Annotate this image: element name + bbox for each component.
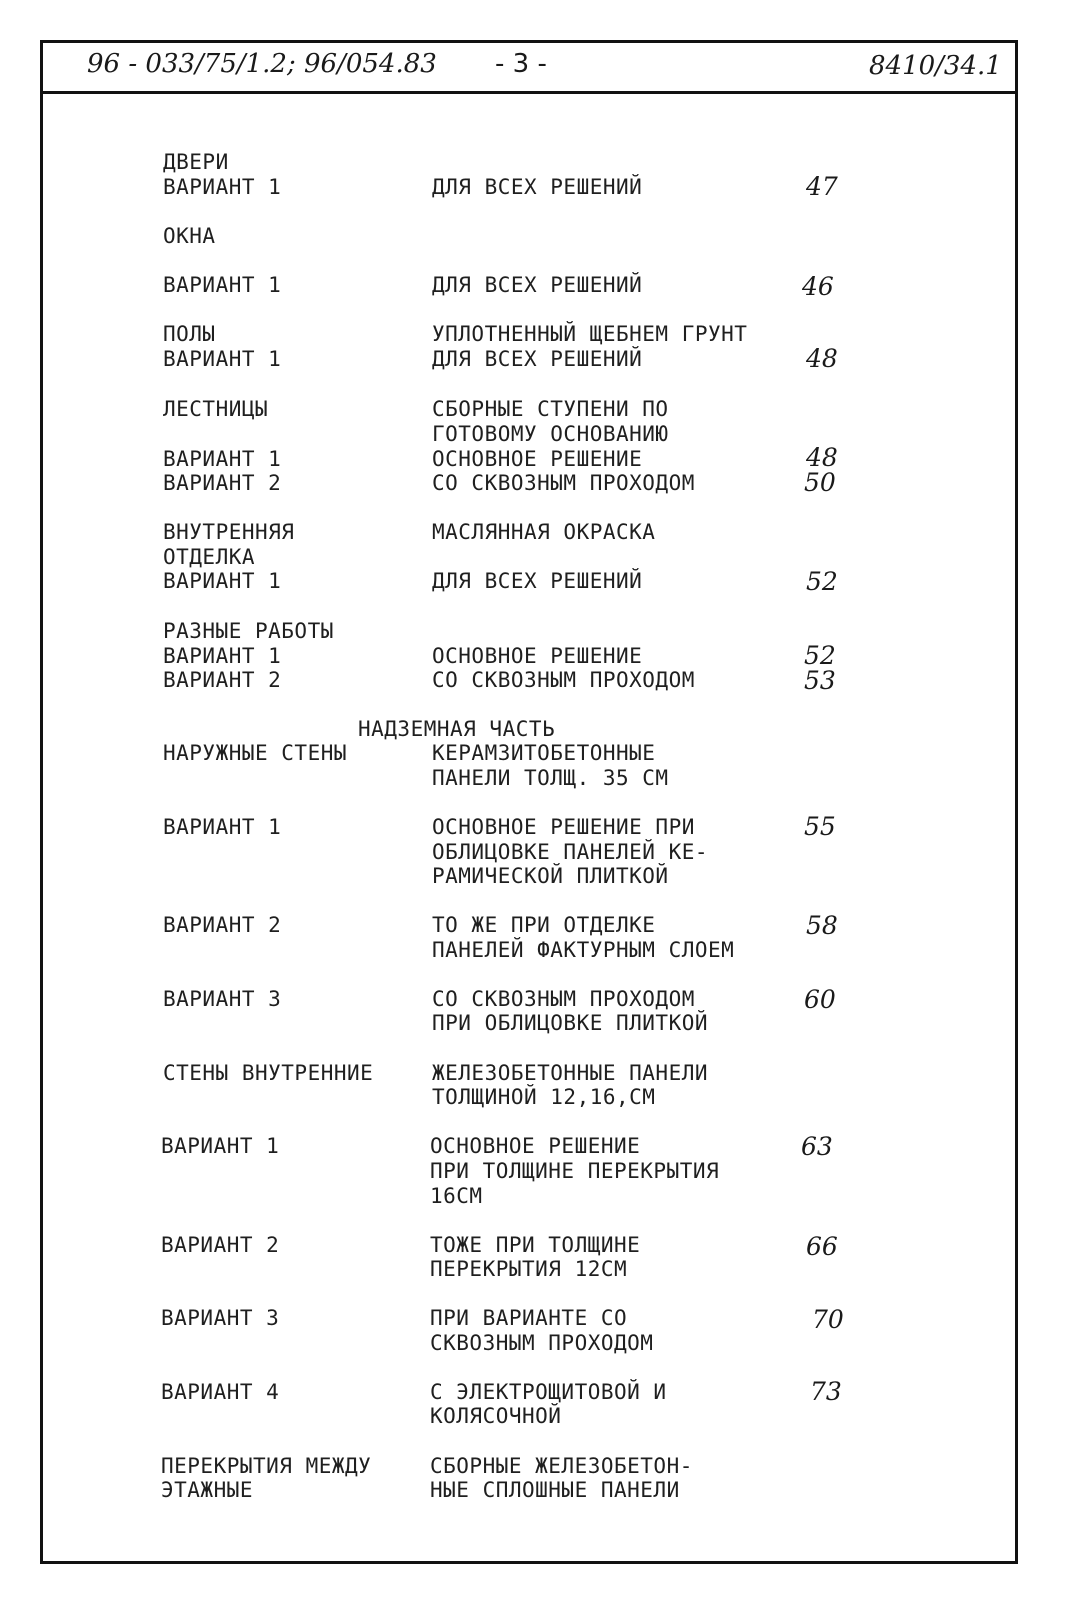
section-title: НАРУЖНЫЕ СТЕНЫ bbox=[163, 741, 348, 765]
entry-description: КЕРАМЗИТОБЕТОННЫЕ bbox=[432, 741, 656, 765]
section-title: ПЕРЕКРЫТИЯ МЕЖДУ bbox=[161, 1454, 372, 1478]
entry-description: СО СКВОЗНЫМ ПРОХОДОМ bbox=[432, 668, 695, 692]
entry-description: ДЛЯ ВСЕХ РЕШЕНИЙ bbox=[432, 569, 643, 593]
page-number: 47 bbox=[806, 172, 838, 201]
entry-description: СБОРНЫЕ СТУПЕНИ ПО bbox=[432, 397, 669, 421]
page-marker: - 3 - bbox=[495, 49, 547, 79]
entry-description: ОСНОВНОЕ РЕШЕНИЕ ПРИ bbox=[432, 815, 695, 839]
entry-description: РАМИЧЕСКОЙ ПЛИТКОЙ bbox=[432, 864, 669, 888]
entry-description: ОСНОВНОЕ РЕШЕНИЕ bbox=[432, 447, 643, 471]
variant-label: ВАРИАНТ 1 bbox=[163, 175, 282, 199]
page-number: 52 bbox=[804, 641, 836, 670]
page-number: 60 bbox=[804, 985, 836, 1014]
page-number: 66 bbox=[806, 1232, 838, 1261]
entry-description: ОСНОВНОЕ РЕШЕНИЕ bbox=[430, 1134, 641, 1158]
page-number: 48 bbox=[806, 344, 838, 373]
entry-description: ДЛЯ ВСЕХ РЕШЕНИЙ bbox=[432, 347, 643, 371]
page-number: 53 bbox=[804, 666, 836, 695]
entry-description: С ЭЛЕКТРОЩИТОВОЙ И bbox=[430, 1380, 667, 1404]
page-number: 50 bbox=[804, 468, 836, 497]
section-title: РАЗНЫЕ РАБОТЫ bbox=[163, 619, 334, 643]
page-number: 48 bbox=[806, 443, 838, 472]
entry-description: ПРИ ТОЛЩИНЕ ПЕРЕКРЫТИЯ bbox=[430, 1159, 720, 1183]
page-number: 58 bbox=[806, 911, 838, 940]
entry-description: ПАНЕЛЕЙ ФАКТУРНЫМ СЛОЕМ bbox=[432, 938, 735, 962]
variant-label: ВАРИАНТ 1 bbox=[163, 273, 282, 297]
section-title: ОТДЕЛКА bbox=[163, 545, 256, 569]
entry-description: ПАНЕЛИ ТОЛЩ. 35 СМ bbox=[432, 766, 669, 790]
entry-description: ДЛЯ ВСЕХ РЕШЕНИЙ bbox=[432, 273, 643, 297]
entry-description: МАСЛЯННАЯ ОКРАСКА bbox=[432, 520, 656, 544]
entry-description: СБОРНЫЕ ЖЕЛЕЗОБЕТОН- bbox=[430, 1454, 693, 1478]
section-title: ЛЕСТНИЦЫ bbox=[163, 397, 269, 421]
variant-label: ВАРИАНТ 2 bbox=[163, 913, 282, 937]
section-title: ПОЛЫ bbox=[163, 322, 216, 346]
variant-label: ВАРИАНТ 1 bbox=[163, 815, 282, 839]
document-code: 96 - 033/75/1.2; 96/054.83 bbox=[87, 49, 437, 79]
entry-description: СКВОЗНЫМ ПРОХОДОМ bbox=[430, 1331, 654, 1355]
header-divider bbox=[43, 91, 1015, 94]
page-number: 70 bbox=[812, 1305, 844, 1334]
entry-description: ПЕРЕКРЫТИЯ 12СМ bbox=[430, 1257, 628, 1281]
entry-description: СО СКВОЗНЫМ ПРОХОДОМ bbox=[432, 987, 695, 1011]
variant-label: ВАРИАНТ 1 bbox=[163, 347, 282, 371]
entry-description: ОБЛИЦОВКЕ ПАНЕЛЕЙ КЕ- bbox=[432, 840, 709, 864]
entry-description: ТОЖЕ ПРИ ТОЛЩИНЕ bbox=[430, 1233, 641, 1257]
archive-number: 8410/34.1 bbox=[869, 51, 1002, 81]
page-number: 73 bbox=[810, 1377, 842, 1406]
variant-label: ВАРИАНТ 1 bbox=[163, 644, 282, 668]
entry-description: 16СМ bbox=[430, 1184, 483, 1208]
entry-description: ТО ЖЕ ПРИ ОТДЕЛКЕ bbox=[432, 913, 656, 937]
part-heading: НАДЗЕМНАЯ ЧАСТЬ bbox=[358, 717, 556, 741]
variant-label: ВАРИАНТ 4 bbox=[161, 1380, 280, 1404]
entry-description: ПРИ ОБЛИЦОВКЕ ПЛИТКОЙ bbox=[432, 1011, 709, 1035]
entry-description: ГОТОВОМУ ОСНОВАНИЮ bbox=[432, 422, 669, 446]
entry-description: ПРИ ВАРИАНТЕ СО bbox=[430, 1306, 628, 1330]
entry-description: УПЛОТНЕННЫЙ ЩЕБНЕМ ГРУНТ bbox=[432, 322, 748, 346]
entry-description: ОСНОВНОЕ РЕШЕНИЕ bbox=[432, 644, 643, 668]
variant-label: ВАРИАНТ 2 bbox=[163, 668, 282, 692]
page-number: 55 bbox=[804, 812, 836, 841]
entry-description: КОЛЯСОЧНОЙ bbox=[430, 1404, 562, 1428]
entry-description: ДЛЯ ВСЕХ РЕШЕНИЙ bbox=[432, 175, 643, 199]
page-number: 46 bbox=[802, 272, 834, 301]
variant-label: ВАРИАНТ 1 bbox=[163, 569, 282, 593]
variant-label: ВАРИАНТ 3 bbox=[163, 987, 282, 1011]
variant-label: ВАРИАНТ 3 bbox=[161, 1306, 280, 1330]
page-number: 63 bbox=[801, 1132, 833, 1161]
entry-description: СО СКВОЗНЫМ ПРОХОДОМ bbox=[432, 471, 695, 495]
entry-description: НЫЕ СПЛОШНЫЕ ПАНЕЛИ bbox=[430, 1478, 680, 1502]
entry-description: ТОЛЩИНОЙ 12,16,СМ bbox=[432, 1085, 656, 1109]
page-number: 52 bbox=[806, 567, 838, 596]
variant-label: ВАРИАНТ 2 bbox=[161, 1233, 280, 1257]
section-title: СТЕНЫ ВНУТРЕННИЕ bbox=[163, 1061, 374, 1085]
section-title: ДВЕРИ bbox=[163, 150, 229, 174]
variant-label: ВАРИАНТ 1 bbox=[161, 1134, 280, 1158]
entry-description: ЖЕЛЕЗОБЕТОННЫЕ ПАНЕЛИ bbox=[432, 1061, 709, 1085]
variant-label: ВАРИАНТ 2 bbox=[163, 471, 282, 495]
section-title: ЭТАЖНЫЕ bbox=[161, 1478, 254, 1502]
section-title: ВНУТРЕННЯЯ bbox=[163, 520, 295, 544]
variant-label: ВАРИАНТ 1 bbox=[163, 447, 282, 471]
section-title: ОКНА bbox=[163, 224, 216, 248]
